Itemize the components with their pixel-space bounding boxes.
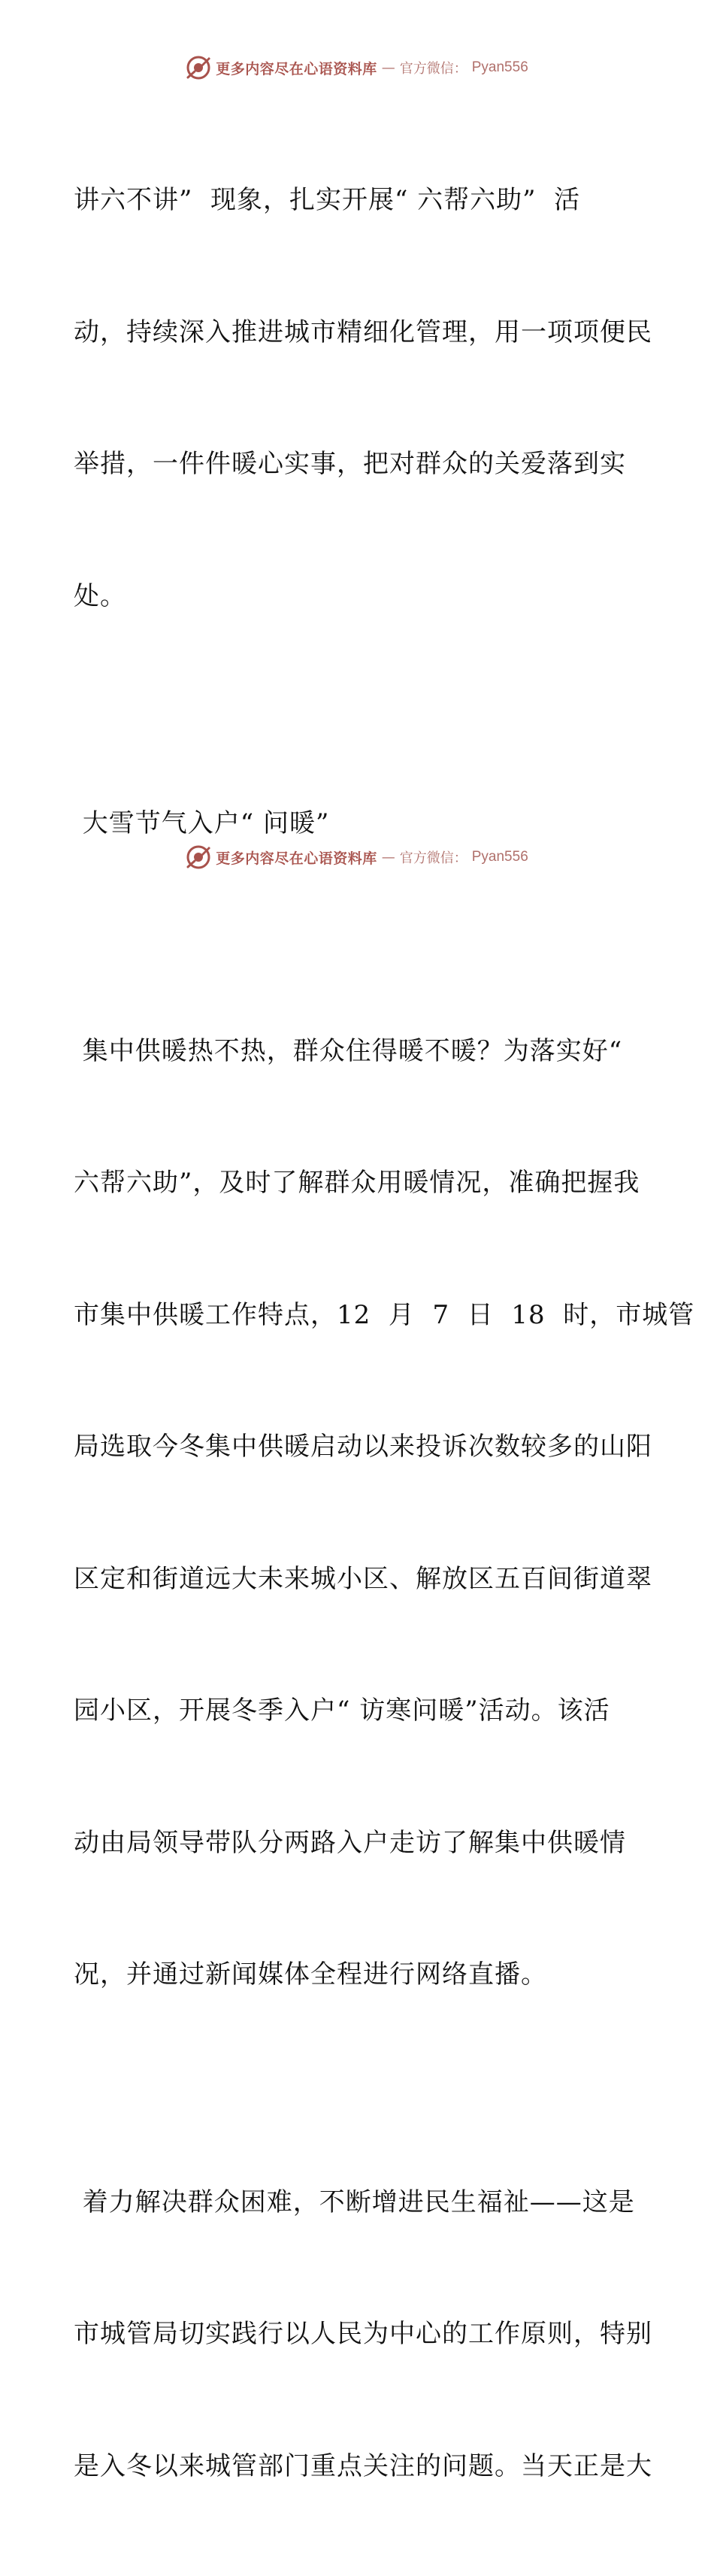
text-line: 是入冬以来城管部门重点关注的问题。当天正是大 xyxy=(74,2444,645,2489)
footer-wechat-label: 官方微信： xyxy=(400,847,467,867)
header-brand-text: 更多内容尽在心语资料库 xyxy=(216,58,377,78)
heading-text: 大雪节气入户“ 问暖” xyxy=(74,802,645,846)
header-wechat-id: Pyan556 xyxy=(472,59,528,76)
footer-banner xyxy=(0,842,714,872)
header-banner xyxy=(0,53,714,83)
text-line: 处。 xyxy=(74,574,645,619)
text-line: 六帮六助”，及时了解群众用暖情况，准确把握我 xyxy=(74,1161,645,1205)
document-body xyxy=(74,90,645,2576)
header-wechat-label: 官方微信： xyxy=(400,58,467,77)
pen-nib-icon xyxy=(186,844,211,870)
header-separator: — xyxy=(382,60,395,76)
text-line: 市集中供暖工作特点，12 月 7 日 18 时，市城管 xyxy=(74,1293,645,1338)
text-line: 况，并通过新闻媒体全程进行网络直播。 xyxy=(74,1953,645,1997)
pen-nib-icon xyxy=(186,55,211,80)
text-line: 集中供暖热不热，群众住得暖不暖？为落实好“ xyxy=(74,1029,645,1074)
text-line: 园小区，开展冬季入户“ 访寒问暖”活动。该活 xyxy=(74,1689,645,1733)
text-line: 讲六不讲” 现象，扎实开展“ 六帮六助” 活 xyxy=(74,178,645,223)
paragraph-1 xyxy=(74,90,645,706)
text-line: 动，持续深入推进城市精细化管理，用一项项便民 xyxy=(74,311,645,355)
footer-separator: — xyxy=(382,850,395,865)
paragraph-3 xyxy=(74,2093,645,2576)
text-line: 着力解决群众困难，不断增进民生福祉——这是 xyxy=(74,2181,645,2225)
text-line: 举措，一件件暖心实事，把对群众的关爱落到实 xyxy=(74,442,645,486)
footer-brand-text: 更多内容尽在心语资料库 xyxy=(216,847,377,868)
footer-wechat-id: Pyan556 xyxy=(472,849,528,865)
text-line: 局选取今冬集中供暖启动以来投诉次数较多的山阳 xyxy=(74,1425,645,1469)
text-line: 区定和街道远大未来城小区、解放区五百间街道翠 xyxy=(74,1557,645,1602)
text-line: 动由局领导带队分两路入户走访了解集中供暖情 xyxy=(74,1821,645,1865)
text-line: 市城管局切实践行以人民为中心的工作原则，特别 xyxy=(74,2312,645,2356)
section-heading xyxy=(74,714,645,934)
paragraph-2 xyxy=(74,941,645,2085)
